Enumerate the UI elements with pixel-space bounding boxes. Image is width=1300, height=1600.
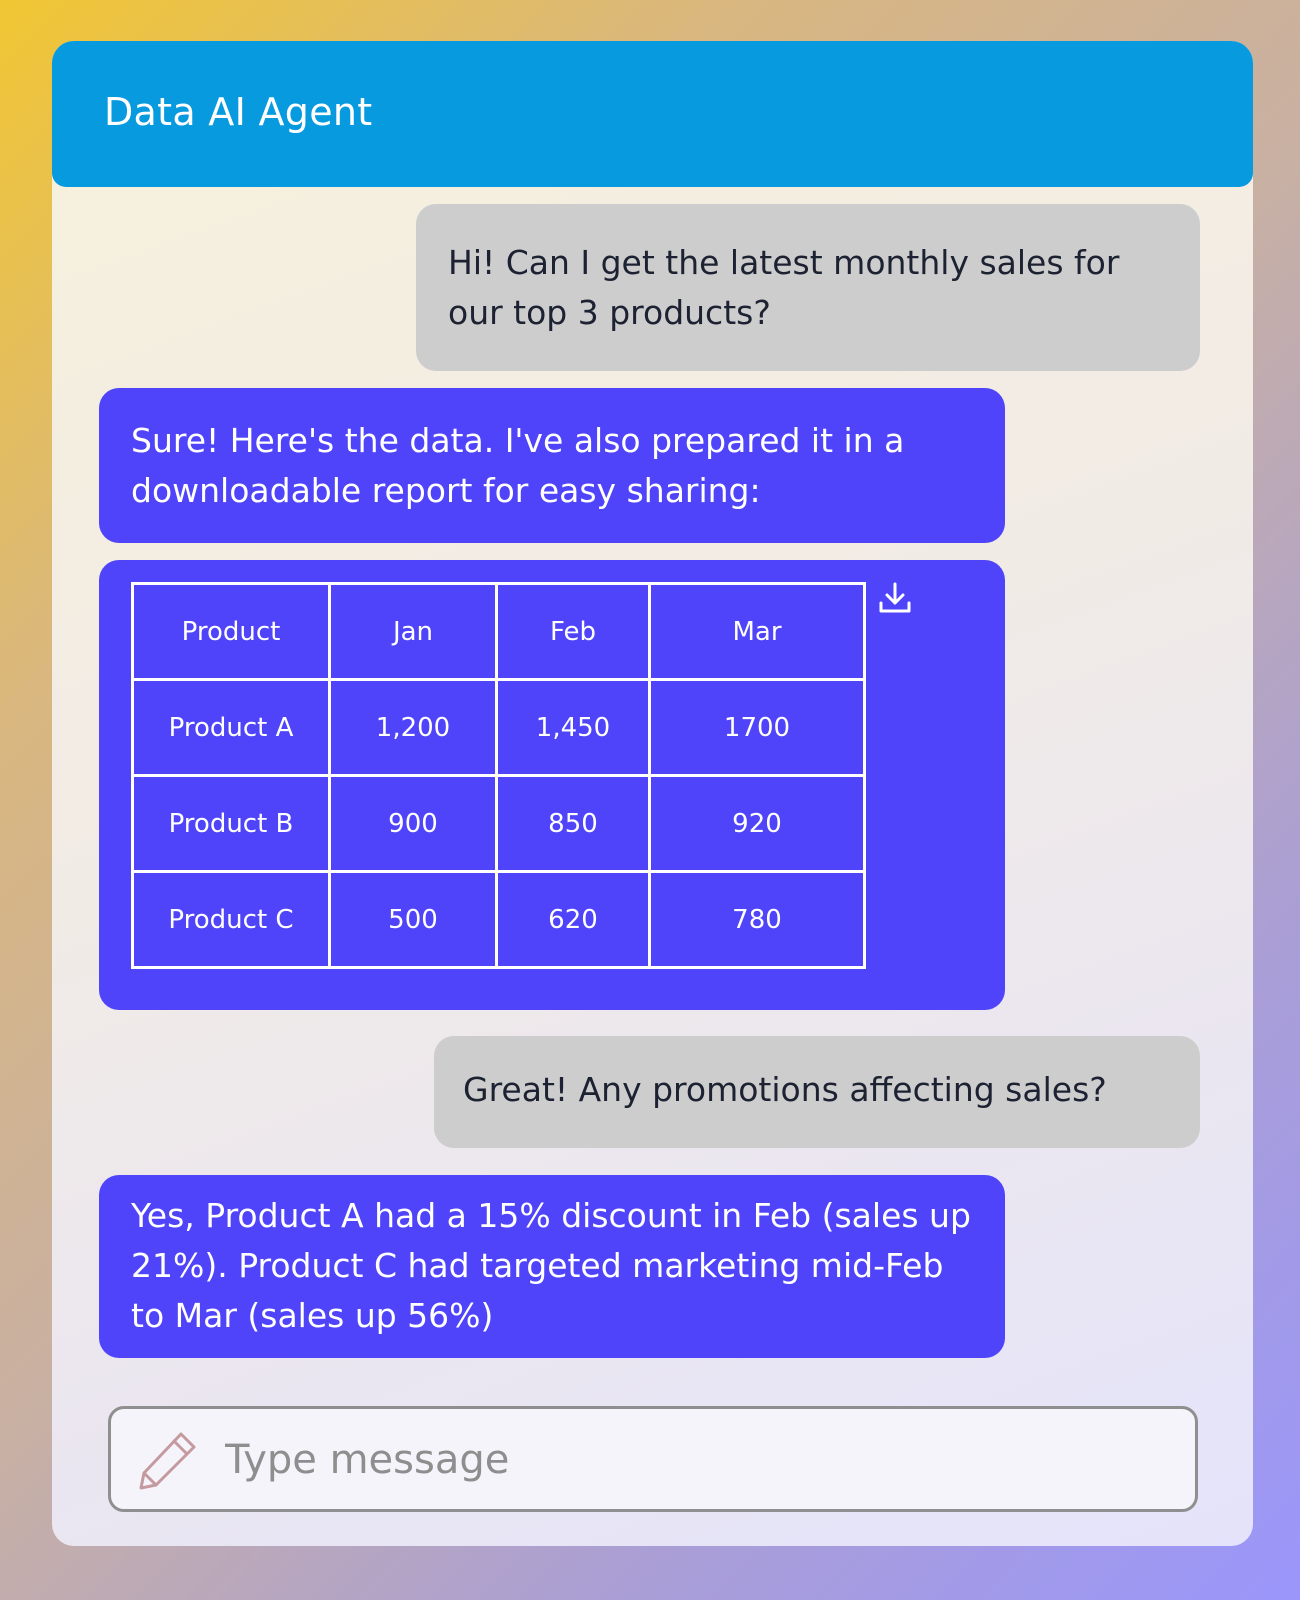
column-header-product: Product <box>133 584 330 680</box>
message-composer <box>108 1406 1198 1512</box>
column-header-jan: Jan <box>330 584 497 680</box>
table-cell: 920 <box>650 776 865 872</box>
user-message: Hi! Can I get the latest monthly sales for our top 3 products? <box>416 204 1200 371</box>
sales-table <box>131 582 866 969</box>
agent-message: Sure! Here's the data. I've also prepared it in a downloadable report for easy sharing: <box>99 388 1005 543</box>
user-message: Great! Any promotions affecting sales? <box>434 1036 1200 1148</box>
table-row <box>133 680 865 776</box>
chat-window <box>52 41 1253 1546</box>
table-cell: 780 <box>650 872 865 968</box>
table-header-row <box>133 584 865 680</box>
pencil-icon <box>133 1427 201 1495</box>
download-icon <box>875 578 915 618</box>
table-row <box>133 776 865 872</box>
download-report-button[interactable] <box>875 578 915 618</box>
table-cell: 620 <box>497 872 650 968</box>
table-cell: 1,450 <box>497 680 650 776</box>
message-input[interactable] <box>223 1427 1177 1493</box>
table-cell: 1700 <box>650 680 865 776</box>
table-cell: 900 <box>330 776 497 872</box>
chat-header <box>52 41 1253 187</box>
table-cell: 1,200 <box>330 680 497 776</box>
table-cell: Product C <box>133 872 330 968</box>
table-cell: 500 <box>330 872 497 968</box>
agent-table-message <box>99 560 1005 1010</box>
table-cell: Product B <box>133 776 330 872</box>
column-header-feb: Feb <box>497 584 650 680</box>
table-cell: 850 <box>497 776 650 872</box>
agent-message: Yes, Product A had a 15% discount in Feb (sales up 21%). Product C had targeted marketing mid-Feb to Mar (sales up 56%) <box>99 1175 1005 1358</box>
table-row <box>133 872 865 968</box>
table-cell: Product A <box>133 680 330 776</box>
app-title: Data AI Agent <box>104 90 373 134</box>
column-header-mar: Mar <box>650 584 865 680</box>
